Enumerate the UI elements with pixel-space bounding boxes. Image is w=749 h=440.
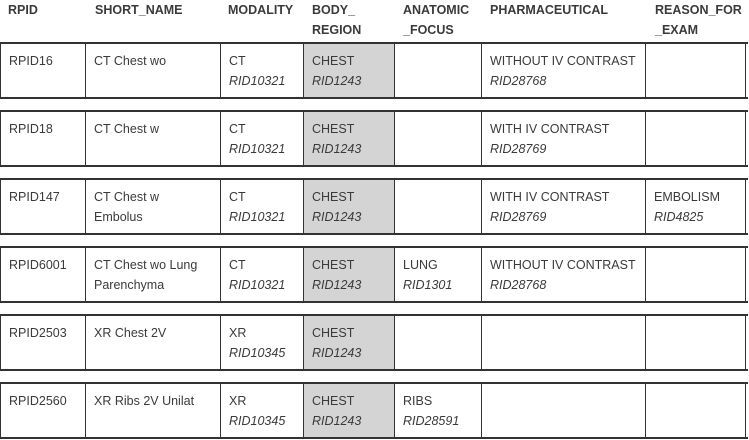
table-row	[0, 42, 748, 99]
header-rpid: RPID	[8, 3, 38, 17]
table-row	[0, 382, 748, 439]
header-anatomic-focus: ANATOMIC _FOCUS	[403, 3, 470, 37]
short-name-cell: XR Ribs 2V Unilat	[86, 384, 221, 437]
table-row	[0, 178, 748, 235]
header-modality: MODALITY	[228, 3, 294, 17]
rpid-cell: RPID2560	[1, 384, 86, 437]
header-short-name: SHORT_NAME	[95, 3, 183, 17]
rpid-cell: RPID6001	[1, 248, 86, 301]
short-name-cell: CT Chest w Embolus	[86, 180, 221, 233]
header-pharmaceutical: PHARMACEUTICAL	[490, 3, 609, 17]
short-name-cell: XR Chest 2V	[86, 316, 221, 369]
anatomic-focus-cell: RIBS RID28591	[395, 384, 482, 437]
header-reason-for-exam: REASON_FOR _EXAM	[655, 3, 742, 37]
pharmaceutical-cell: WITHOUT IV CONTRAST RID28768	[482, 44, 646, 97]
short-name-cell: CT Chest w	[86, 112, 221, 165]
reason-for-exam-cell	[646, 44, 746, 97]
anatomic-focus-cell	[395, 112, 482, 165]
modality-cell: CT RID10321	[221, 112, 304, 165]
table-row	[0, 110, 748, 167]
anatomic-focus-cell	[395, 180, 482, 233]
body-region-cell: CHEST RID1243	[304, 384, 395, 437]
pharmaceutical-cell: WITH IV CONTRAST RID28769	[482, 180, 646, 233]
modality-cell: XR RID10345	[221, 316, 304, 369]
short-name-cell: CT Chest wo	[86, 44, 221, 97]
body-region-cell: CHEST RID1243	[304, 248, 395, 301]
short-name-cell: CT Chest wo Lung Parenchyma	[86, 248, 221, 301]
modality-cell: CT RID10321	[221, 44, 304, 97]
rpid-cell: RPID2503	[1, 316, 86, 369]
anatomic-focus-cell	[395, 316, 482, 369]
table-row	[0, 246, 748, 303]
reason-for-exam-cell: EMBOLISM RID4825	[646, 180, 746, 233]
rpid-cell: RPID18	[1, 112, 86, 165]
modality-cell: XR RID10345	[221, 384, 304, 437]
body-region-cell: CHEST RID1243	[304, 180, 395, 233]
reason-for-exam-cell	[646, 384, 746, 437]
modality-cell: CT RID10321	[221, 180, 304, 233]
anatomic-focus-cell: LUNG RID1301	[395, 248, 482, 301]
reason-for-exam-cell	[646, 248, 746, 301]
pharmaceutical-cell: WITHOUT IV CONTRAST RID28768	[482, 248, 646, 301]
pharmaceutical-cell	[482, 384, 646, 437]
table-row	[0, 314, 748, 371]
body-region-cell: CHEST RID1243	[304, 112, 395, 165]
header-body-region: BODY_ REGION	[312, 3, 362, 37]
rpid-cell: RPID147	[1, 180, 86, 233]
pharmaceutical-cell	[482, 316, 646, 369]
anatomic-focus-cell	[395, 44, 482, 97]
body-region-cell: CHEST RID1243	[304, 316, 395, 369]
reason-for-exam-cell	[646, 316, 746, 369]
modality-cell: CT RID10321	[221, 248, 304, 301]
pharmaceutical-cell: WITH IV CONTRAST RID28769	[482, 112, 646, 165]
reason-for-exam-cell	[646, 112, 746, 165]
body-region-cell: CHEST RID1243	[304, 44, 395, 97]
rpid-cell: RPID16	[1, 44, 86, 97]
